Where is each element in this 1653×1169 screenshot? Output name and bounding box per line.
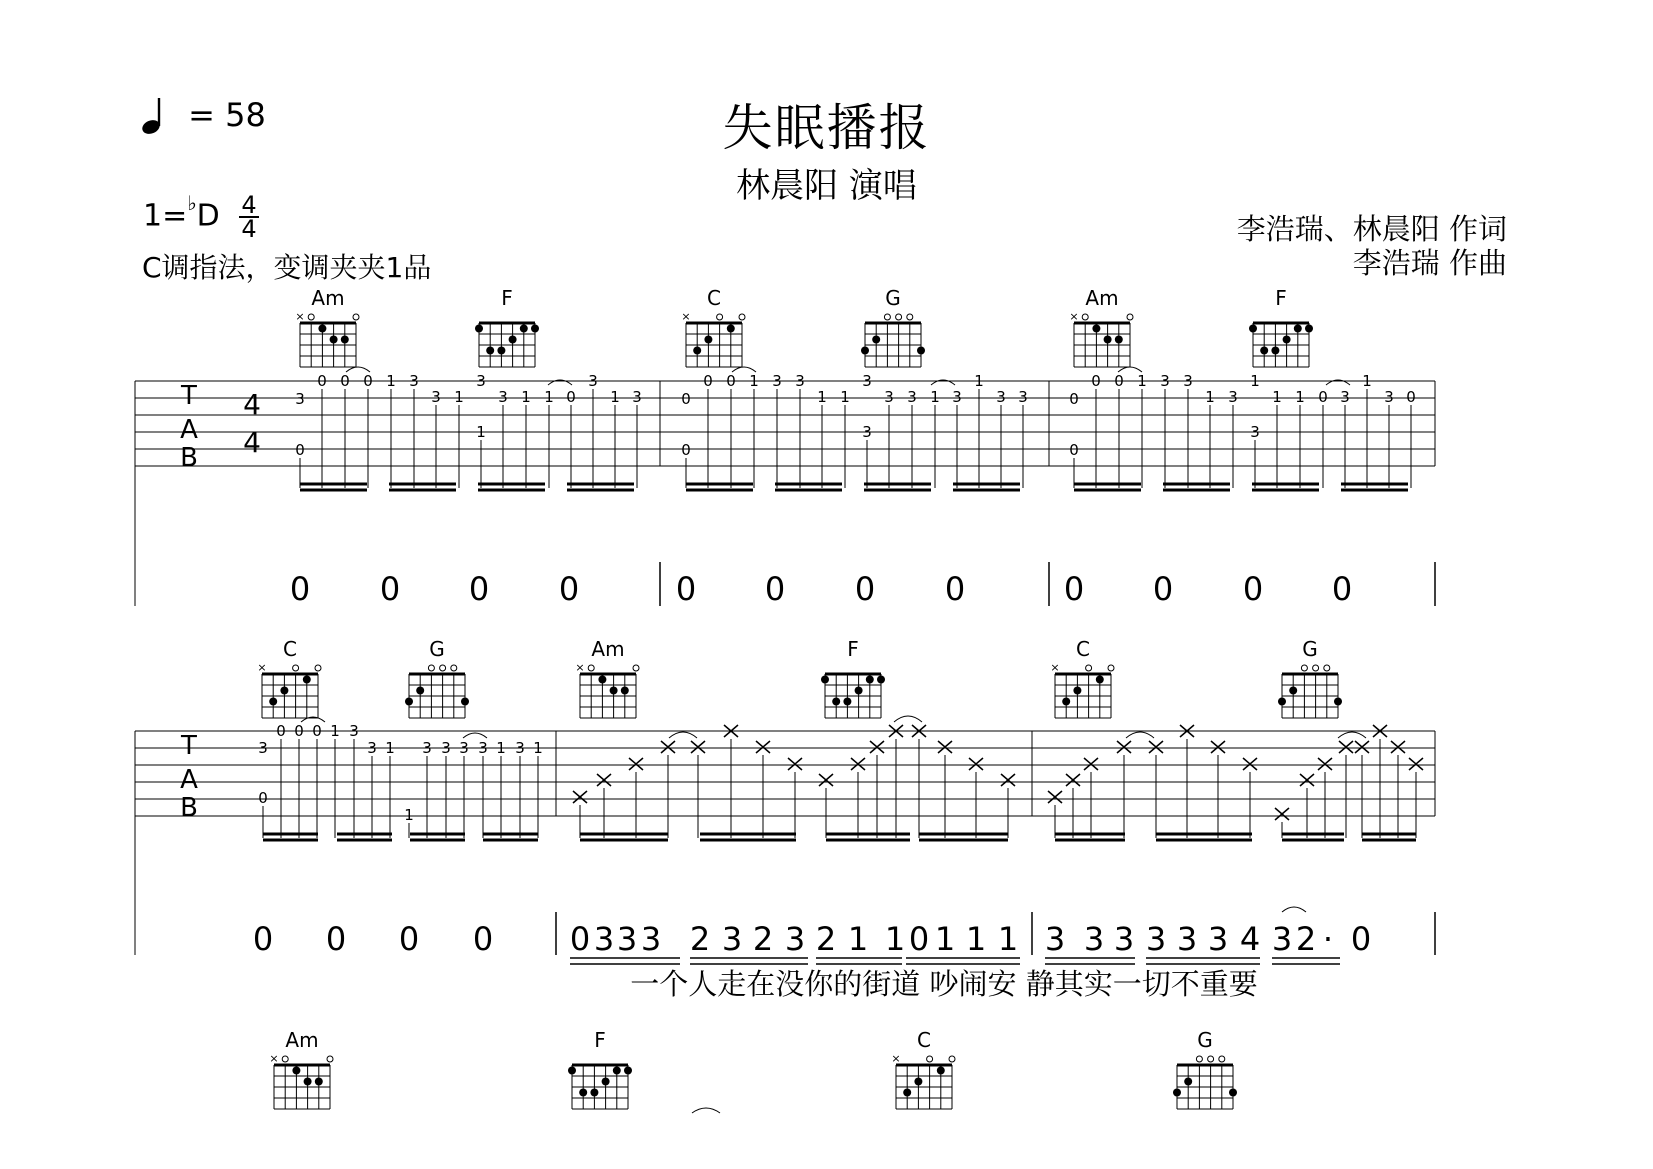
mute-mark: ×	[295, 310, 305, 323]
jianpu-note: 0	[764, 570, 786, 608]
tab-number: 3	[258, 739, 268, 757]
finger-dot	[602, 1078, 610, 1086]
tab-clef-b: B	[180, 443, 198, 473]
tab-number: 1	[544, 388, 554, 406]
chord-name: C	[283, 637, 297, 661]
open-string	[308, 314, 314, 320]
chord-name: F	[1275, 286, 1287, 310]
chord-diagram	[475, 286, 539, 367]
jianpu-note: 0	[675, 570, 697, 608]
jianpu-note: 1	[847, 920, 869, 958]
strum-x-mark	[1318, 758, 1332, 838]
tab-number: 1	[386, 372, 396, 390]
chord-name: G	[1197, 1028, 1213, 1052]
finger-dot	[613, 1067, 621, 1075]
finger-dot	[1096, 676, 1104, 684]
strum-x-mark	[788, 758, 802, 838]
finger-dot	[520, 325, 528, 333]
tab-number: 3	[884, 388, 894, 406]
jianpu-note: 3	[1083, 920, 1105, 958]
jianpu-note: 0	[252, 920, 274, 958]
open-string	[282, 1056, 288, 1062]
time-top: 4	[241, 191, 257, 219]
finger-dot	[1271, 347, 1279, 355]
mute-mark: ×	[575, 661, 585, 674]
tab-number: 0	[703, 372, 713, 390]
finger-dot	[531, 325, 539, 333]
tab-number: 1	[476, 423, 486, 441]
chord-diagram	[405, 637, 469, 718]
open-string	[896, 314, 902, 320]
jianpu-note: 0	[289, 570, 311, 608]
jianpu-note: 0	[944, 570, 966, 608]
tab-time-bottom: 4	[243, 426, 261, 459]
tab-number: 3	[367, 739, 377, 757]
chord-diagram	[295, 286, 359, 367]
jianpu-note: 1	[884, 920, 906, 958]
finger-dot	[872, 336, 880, 344]
open-string	[1208, 1056, 1214, 1062]
strum-x-mark	[1117, 741, 1131, 838]
chord-diagram	[1050, 637, 1114, 718]
jianpu-note: ·	[1322, 920, 1334, 958]
open-string	[1301, 665, 1307, 671]
chord-diagram	[1278, 637, 1342, 718]
open-string	[1324, 665, 1330, 671]
slur	[1282, 907, 1306, 912]
finger-dot	[914, 1078, 922, 1086]
open-string	[1196, 1056, 1202, 1062]
capo-instruction: C调指法，变调夹夹1品	[142, 251, 432, 284]
jianpu-note: 0	[558, 570, 580, 608]
finger-dot	[598, 676, 606, 684]
finger-dot	[832, 698, 840, 706]
finger-dot	[704, 336, 712, 344]
strum-x-mark	[661, 741, 675, 838]
jianpu-note: 3	[1271, 920, 1293, 958]
tab-number: 0	[363, 372, 373, 390]
tab-clef-t: T	[181, 381, 197, 411]
tab-number: 1	[1250, 372, 1260, 390]
strum-x-mark	[1355, 741, 1369, 838]
finger-dot	[1278, 698, 1286, 706]
finger-dot	[330, 336, 338, 344]
finger-dot	[1283, 336, 1291, 344]
tab-number: 1	[1272, 388, 1282, 406]
tie	[1338, 732, 1366, 738]
open-string	[1086, 665, 1092, 671]
chord-diagram	[257, 637, 321, 718]
strum-x-mark	[1066, 774, 1080, 838]
tab-number: 1	[385, 739, 395, 757]
open-string	[451, 665, 457, 671]
tab-number: 1	[454, 388, 464, 406]
finger-dot	[727, 325, 735, 333]
strum-x-mark	[1211, 741, 1225, 838]
finger-dot	[341, 336, 349, 344]
strum-x-mark	[938, 741, 952, 838]
finger-dot	[1173, 1089, 1181, 1097]
tab-number: 0	[1114, 372, 1124, 390]
tab-number: 3	[795, 372, 805, 390]
strum-x-mark	[691, 741, 705, 838]
strum-x-mark	[1339, 741, 1353, 838]
chord-name: F	[594, 1028, 606, 1052]
jianpu-note: 3	[1207, 920, 1229, 958]
tab-number: 3	[632, 388, 642, 406]
tab-time-top: 4	[243, 388, 261, 421]
chord-name: Am	[1085, 286, 1119, 310]
finger-dot	[315, 1078, 323, 1086]
jianpu-note: 1	[965, 920, 987, 958]
tab-number: 0	[258, 789, 268, 807]
jianpu-note: 0	[569, 920, 591, 958]
finger-dot	[1092, 325, 1100, 333]
finger-dot	[877, 676, 885, 684]
mute-mark: ×	[269, 1052, 279, 1065]
chord-diagram	[1173, 1028, 1237, 1109]
chord-name: Am	[591, 637, 625, 661]
mute-mark: ×	[681, 310, 691, 323]
strum-x-mark	[1048, 791, 1062, 838]
finger-dot	[821, 676, 829, 684]
open-string	[717, 314, 723, 320]
tab-number: 0	[1069, 441, 1079, 459]
tab-number: 1	[974, 372, 984, 390]
tie	[463, 733, 487, 738]
finger-dot	[475, 325, 483, 333]
mute-mark: ×	[1069, 310, 1079, 323]
chord-diagram	[681, 286, 745, 367]
open-string	[1127, 314, 1133, 320]
finger-dot	[303, 676, 311, 684]
open-string	[353, 314, 359, 320]
chord-diagram	[575, 637, 639, 718]
finger-dot	[1104, 336, 1112, 344]
tab-clef-a: A	[180, 765, 198, 795]
strum-x-mark	[597, 774, 611, 838]
chord-name: F	[847, 637, 859, 661]
chord-diagram	[861, 286, 925, 367]
finger-dot	[304, 1078, 312, 1086]
tab-number: 3	[1228, 388, 1238, 406]
tab-number: 3	[862, 372, 872, 390]
chord-diagram	[821, 637, 885, 718]
tab-number: 0	[1318, 388, 1328, 406]
tab-number: 1	[840, 388, 850, 406]
chord-diagram	[568, 1028, 632, 1109]
strum-x-mark	[870, 741, 884, 838]
open-string	[1082, 314, 1088, 320]
open-string	[428, 665, 434, 671]
tab-number: 1	[749, 372, 759, 390]
finger-dot	[610, 687, 618, 695]
open-string	[327, 1056, 333, 1062]
chord-name: G	[429, 637, 445, 661]
finger-dot	[1062, 698, 1070, 706]
tab-number: 0	[317, 372, 327, 390]
jianpu-note: 0	[854, 570, 876, 608]
finger-dot	[1184, 1078, 1192, 1086]
open-string	[440, 665, 446, 671]
finger-dot	[903, 1089, 911, 1097]
chord-name: G	[885, 286, 901, 310]
finger-dot	[866, 676, 874, 684]
tab-number: 0	[1069, 390, 1079, 408]
jianpu-note: 3	[721, 920, 743, 958]
jianpu-note: 3	[784, 920, 806, 958]
tab-number: 3	[907, 388, 917, 406]
strum-x-mark	[1409, 758, 1423, 838]
finger-dot	[269, 698, 277, 706]
tab-clef-t: T	[181, 731, 197, 761]
tab-number: 0	[681, 390, 691, 408]
open-string	[739, 314, 745, 320]
chord-diagram	[891, 1028, 955, 1109]
tie	[1126, 732, 1154, 738]
tab-number: 3	[1250, 423, 1260, 441]
finger-dot	[843, 698, 851, 706]
finger-dot	[1305, 325, 1313, 333]
tab-number: 3	[295, 390, 305, 408]
jianpu-note: 1	[934, 920, 956, 958]
open-string	[1219, 1056, 1225, 1062]
jianpu-note: 2	[752, 920, 774, 958]
tab-number: 3	[1340, 388, 1350, 406]
tab-number: 1	[404, 806, 414, 824]
tab-number: 3	[1183, 372, 1193, 390]
open-string	[1108, 665, 1114, 671]
strum-x-mark	[1243, 758, 1257, 838]
strum-x-mark	[1084, 758, 1098, 838]
tab-number: 3	[1384, 388, 1394, 406]
open-string	[315, 665, 321, 671]
jianpu-note: 2	[815, 920, 837, 958]
jianpu-note: 3	[616, 920, 638, 958]
tab-number: 0	[566, 388, 576, 406]
open-string	[884, 314, 890, 320]
tab-number: 1	[521, 388, 531, 406]
time-bottom: 4	[241, 215, 257, 243]
tab-number: 3	[476, 372, 486, 390]
jianpu-note: 0	[398, 920, 420, 958]
finger-dot	[861, 347, 869, 355]
finger-dot	[1073, 687, 1081, 695]
tab-number: 3	[952, 388, 962, 406]
tab-number: 0	[276, 722, 286, 740]
finger-dot	[917, 347, 925, 355]
tab-number: 3	[422, 739, 432, 757]
tie	[669, 732, 697, 738]
tab-number: 3	[1018, 388, 1028, 406]
tab-number: 0	[726, 372, 736, 390]
chord-name: G	[1302, 637, 1318, 661]
mute-mark: ×	[257, 661, 267, 674]
tab-number: 3	[515, 739, 525, 757]
finger-dot	[405, 698, 413, 706]
singer-credit: 林晨阳 演唱	[736, 166, 917, 206]
jianpu-note: 0	[468, 570, 490, 608]
tab-number: 1	[1137, 372, 1147, 390]
finger-dot	[579, 1089, 587, 1097]
strum-x-mark	[1149, 741, 1163, 838]
chord-diagram	[1249, 286, 1313, 367]
tab-number: 3	[498, 388, 508, 406]
finger-dot	[292, 1067, 300, 1075]
chord-diagram	[269, 1028, 333, 1109]
strum-x-mark	[629, 758, 643, 838]
tab-number: 3	[478, 739, 488, 757]
tab-number: 3	[409, 372, 419, 390]
jianpu-note: 0	[1242, 570, 1264, 608]
tie	[894, 716, 922, 722]
tab-number: 1	[330, 722, 340, 740]
open-string	[633, 665, 639, 671]
tab-number: 3	[588, 372, 598, 390]
tie	[692, 1108, 720, 1113]
mute-mark: ×	[1050, 661, 1060, 674]
tab-number: 1	[610, 388, 620, 406]
tab-number: 0	[1406, 388, 1416, 406]
tab-number: 0	[340, 372, 350, 390]
finger-dot	[280, 687, 288, 695]
open-string	[588, 665, 594, 671]
chord-name: Am	[285, 1028, 319, 1052]
jianpu-note: 4	[1239, 920, 1261, 958]
finger-dot	[1115, 336, 1123, 344]
finger-dot	[568, 1067, 576, 1075]
finger-dot	[1260, 347, 1268, 355]
jianpu-note: 3	[1113, 920, 1135, 958]
tab-number: 3	[441, 739, 451, 757]
tab-number: 0	[295, 441, 305, 459]
finger-dot	[1229, 1089, 1237, 1097]
finger-dot	[1294, 325, 1302, 333]
tab-number: 0	[312, 722, 322, 740]
chord-name: Am	[311, 286, 345, 310]
tab-number: 1	[1295, 388, 1305, 406]
finger-dot	[486, 347, 494, 355]
finger-dot	[461, 698, 469, 706]
strum-x-mark	[573, 791, 587, 838]
jianpu-note: 2	[689, 920, 711, 958]
chord-name: C	[917, 1028, 931, 1052]
strum-x-mark	[756, 741, 770, 838]
song-title: 失眠播报	[722, 99, 931, 157]
tab-clef-b: B	[180, 793, 198, 823]
strum-x-mark	[851, 758, 865, 838]
jianpu-note: 0	[325, 920, 347, 958]
jianpu-note: 3	[1145, 920, 1167, 958]
chord-diagram	[1069, 286, 1133, 367]
strum-x-mark	[1391, 741, 1405, 838]
tab-number: 0	[1091, 372, 1101, 390]
strum-x-mark	[969, 758, 983, 838]
finger-dot	[621, 687, 629, 695]
tab-number: 3	[772, 372, 782, 390]
jianpu-note: 0	[1152, 570, 1174, 608]
jianpu-note: 0	[379, 570, 401, 608]
key-note: D	[196, 198, 220, 234]
strum-x-mark	[1001, 774, 1015, 838]
tab-number: 3	[431, 388, 441, 406]
finger-dot	[1334, 698, 1342, 706]
tab-number: 0	[681, 441, 691, 459]
strum-x-mark	[819, 774, 833, 838]
jianpu-note: 3	[1044, 920, 1066, 958]
key-prefix: 1=	[143, 198, 188, 234]
finger-dot	[497, 347, 505, 355]
jianpu-note: 3	[593, 920, 615, 958]
lyricist-credit: 李浩瑞、林晨阳 作词	[1236, 212, 1507, 246]
finger-dot	[318, 325, 326, 333]
jianpu-note: 0	[472, 920, 494, 958]
open-string	[907, 314, 913, 320]
lyrics-line: 一个人走在没你的街道 吵闹安 静其实一切不重要	[630, 967, 1258, 1001]
strum-x-mark	[1300, 774, 1314, 838]
tab-number: 1	[1205, 388, 1215, 406]
finger-dot	[509, 336, 517, 344]
finger-dot	[416, 687, 424, 695]
jianpu-note: 2	[1295, 920, 1317, 958]
finger-dot	[624, 1067, 632, 1075]
open-string	[293, 665, 299, 671]
finger-dot	[855, 687, 863, 695]
jianpu-note: 3	[640, 920, 662, 958]
tab-number: 3	[996, 388, 1006, 406]
tempo-value: = 58	[188, 96, 266, 134]
chord-name: F	[501, 286, 513, 310]
jianpu-note: 3	[1176, 920, 1198, 958]
tab-number: 3	[349, 722, 359, 740]
tab-number: 0	[294, 722, 304, 740]
finger-dot	[937, 1067, 945, 1075]
jianpu-note: 0	[908, 920, 930, 958]
finger-dot	[1249, 325, 1257, 333]
tab-number: 3	[459, 739, 469, 757]
finger-dot	[590, 1089, 598, 1097]
finger-dot	[1289, 687, 1297, 695]
open-string	[949, 1056, 955, 1062]
open-string	[927, 1056, 933, 1062]
tab-number: 1	[496, 739, 506, 757]
tab-number: 3	[862, 423, 872, 441]
chord-name: C	[1076, 637, 1090, 661]
tab-number: 3	[1160, 372, 1170, 390]
finger-dot	[693, 347, 701, 355]
jianpu-note: 1	[997, 920, 1019, 958]
tab-number: 1	[533, 739, 543, 757]
jianpu-note: 0	[1350, 920, 1372, 958]
tab-number: 1	[1362, 372, 1372, 390]
composer-credit: 李浩瑞 作曲	[1352, 246, 1507, 280]
tab-clef-a: A	[180, 415, 198, 445]
jianpu-note: 0	[1063, 570, 1085, 608]
open-string	[1313, 665, 1319, 671]
jianpu-note: 0	[1331, 570, 1353, 608]
flat-sign: ♭	[187, 190, 197, 215]
chord-name: C	[707, 286, 721, 310]
tab-number: 1	[930, 388, 940, 406]
tab-number: 1	[817, 388, 827, 406]
mute-mark: ×	[891, 1052, 901, 1065]
